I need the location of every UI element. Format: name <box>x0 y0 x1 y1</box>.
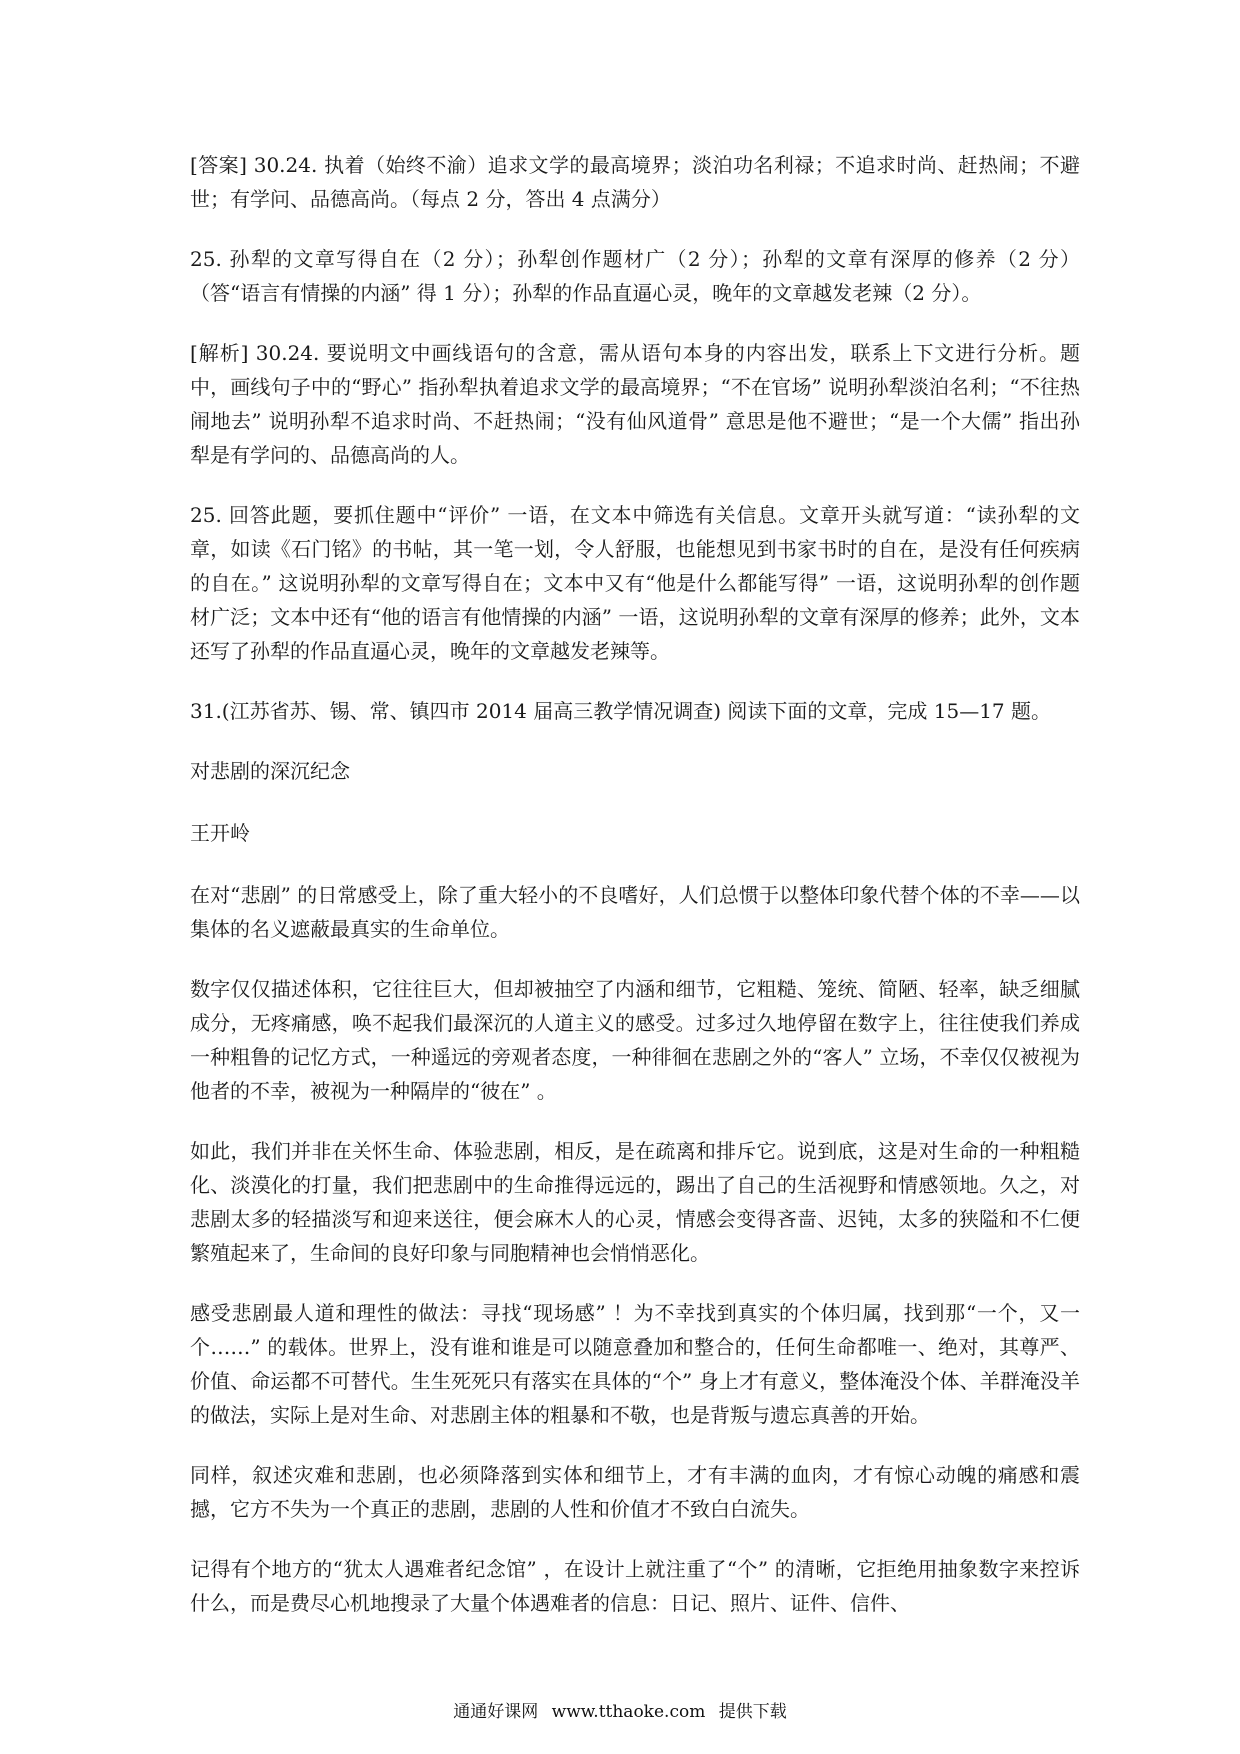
answer-paragraph-1: [答案] 30.24. 执着（始终不渝）追求文学的最高境界；淡泊功名利禄；不追求时尚、赶热闹；不避世；有学问、品德高尚。（每点 2 分，答出 4 点满分） <box>190 153 1080 211</box>
article-paragraph-3: 如此，我们并非在关怀生命、体验悲剧，相反，是在疏离和排斥它。说到底，这是对生命的一种粗糙化、淡漠化的打量，我们把悲剧中的生命推得远远的，踢出了自己的生活视野和情感领地。久之，对悲剧太多的轻描淡写和迎来送往，便会麻木人的心灵，情感会变得吝啬、迟钝，太多的狭隘和不仁便繁殖起来了，生命间的良好印象与同胞精神也会悄悄恶化。 <box>190 1139 1080 1265</box>
analysis-paragraph-1: [解析] 30.24. 要说明文中画线语句的含意，需从语句本身的内容出发，联系上下文进行分析。题中，画线句子中的“野心” 指孙犁执着追求文学的最高境界；“不在官场” 说明孙犁淡泊名利；“不往热闹地去” 说明孙犁不追求时尚、不赶热闹；“没有仙风道骨” 意思是他不避世；“是一个大儒” 指出孙犁是有学问的、品德高尚的人。 <box>190 341 1080 467</box>
article-author: 王开岭 <box>190 821 250 845</box>
article-paragraph-1: 在对“悲剧” 的日常感受上，除了重大轻小的不良嗜好，人们总惯于以整体印象代替个体的不幸——以集体的名义遮蔽最真实的生命单位。 <box>190 883 1080 941</box>
footer-site-name: 通通好课网 <box>453 1702 539 1722</box>
article-paragraph-5: 同样，叙述灾难和悲剧，也必须降落到实体和细节上，才有丰满的血肉，才有惊心动魄的痛感和震撼，它方不失为一个真正的悲剧，悲剧的人性和价值才不致白白流失。 <box>190 1463 1080 1521</box>
article-paragraph-2: 数字仅仅描述体积，它往往巨大，但却被抽空了内涵和细节，它粗糙、笼统、简陋、轻率，缺乏细腻成分，无疼痛感，唤不起我们最深沉的人道主义的感受。过多过久地停留在数字上，往往使我们养成一种粗鲁的记忆方式，一种遥远的旁观者态度，一种徘徊在悲剧之外的“客人” 立场，不幸仅仅被视为他者的不幸，被视为一种隔岸的“彼在” 。 <box>190 977 1080 1103</box>
article-paragraph-6: 记得有个地方的“犹太人遇难者纪念馆” ，在设计上就注重了“个” 的清晰，它拒绝用抽象数字来控诉什么，而是费尽心机地搜录了大量个体遇难者的信息：日记、照片、证件、信件、 <box>190 1557 1080 1615</box>
analysis-paragraph-2: 25. 回答此题，要抓住题中“评价” 一语，在文本中筛选有关信息。文章开头就写道：“读孙犁的文章，如读《石门铭》的书帖，其一笔一划，令人舒服，也能想见到书家书时的自在，是没有任何疾病的自在。” 这说明孙犁的文章写得自在；文本中又有“他是什么都能写得” 一语，这说明孙犁的创作题材广泛；文本中还有“他的语言有他情操的内涵” 一语，这说明孙犁的文章有深厚的修养；此外，文本还写了孙犁的作品直逼心灵，晚年的文章越发老辣等。 <box>190 503 1080 663</box>
article-paragraph-4: 感受悲剧最人道和理性的做法：寻找“现场感” ！为不幸找到真实的个体归属，找到那“一个，又一个……” 的载体。世界上，没有谁和谁是可以随意叠加和整合的，任何生命都唯一、绝对，其尊严、价值、命运都不可替代。生生死死只有落实在具体的“个” 身上才有意义，整体淹没个体、羊群淹没羊的做法，实际上是对生命、对悲剧主体的粗暴和不敬，也是背叛与遗忘真善的开始。 <box>190 1301 1080 1427</box>
footer-url[interactable]: www.tthaoke.com <box>551 1702 706 1722</box>
question-intro: 31.(江苏省苏、锡、常、镇四市 2014 届高三教学情况调查) 阅读下面的文章，完成 15—17 题。 <box>190 699 1051 723</box>
answer-paragraph-2: 25. 孙犁的文章写得自在（2 分）；孙犁创作题材广（2 分）；孙犁的文章有深厚的修养（2 分）（答“语言有情操的内涵” 得 1 分）；孙犁的作品直逼心灵，晚年的文章越发老辣（2 分）。 <box>190 247 1080 305</box>
document-page <box>190 148 1080 1646</box>
page-footer <box>0 1700 1240 1724</box>
article-title: 对悲剧的深沉纪念 <box>190 759 350 783</box>
footer-action: 提供下载 <box>718 1702 787 1722</box>
